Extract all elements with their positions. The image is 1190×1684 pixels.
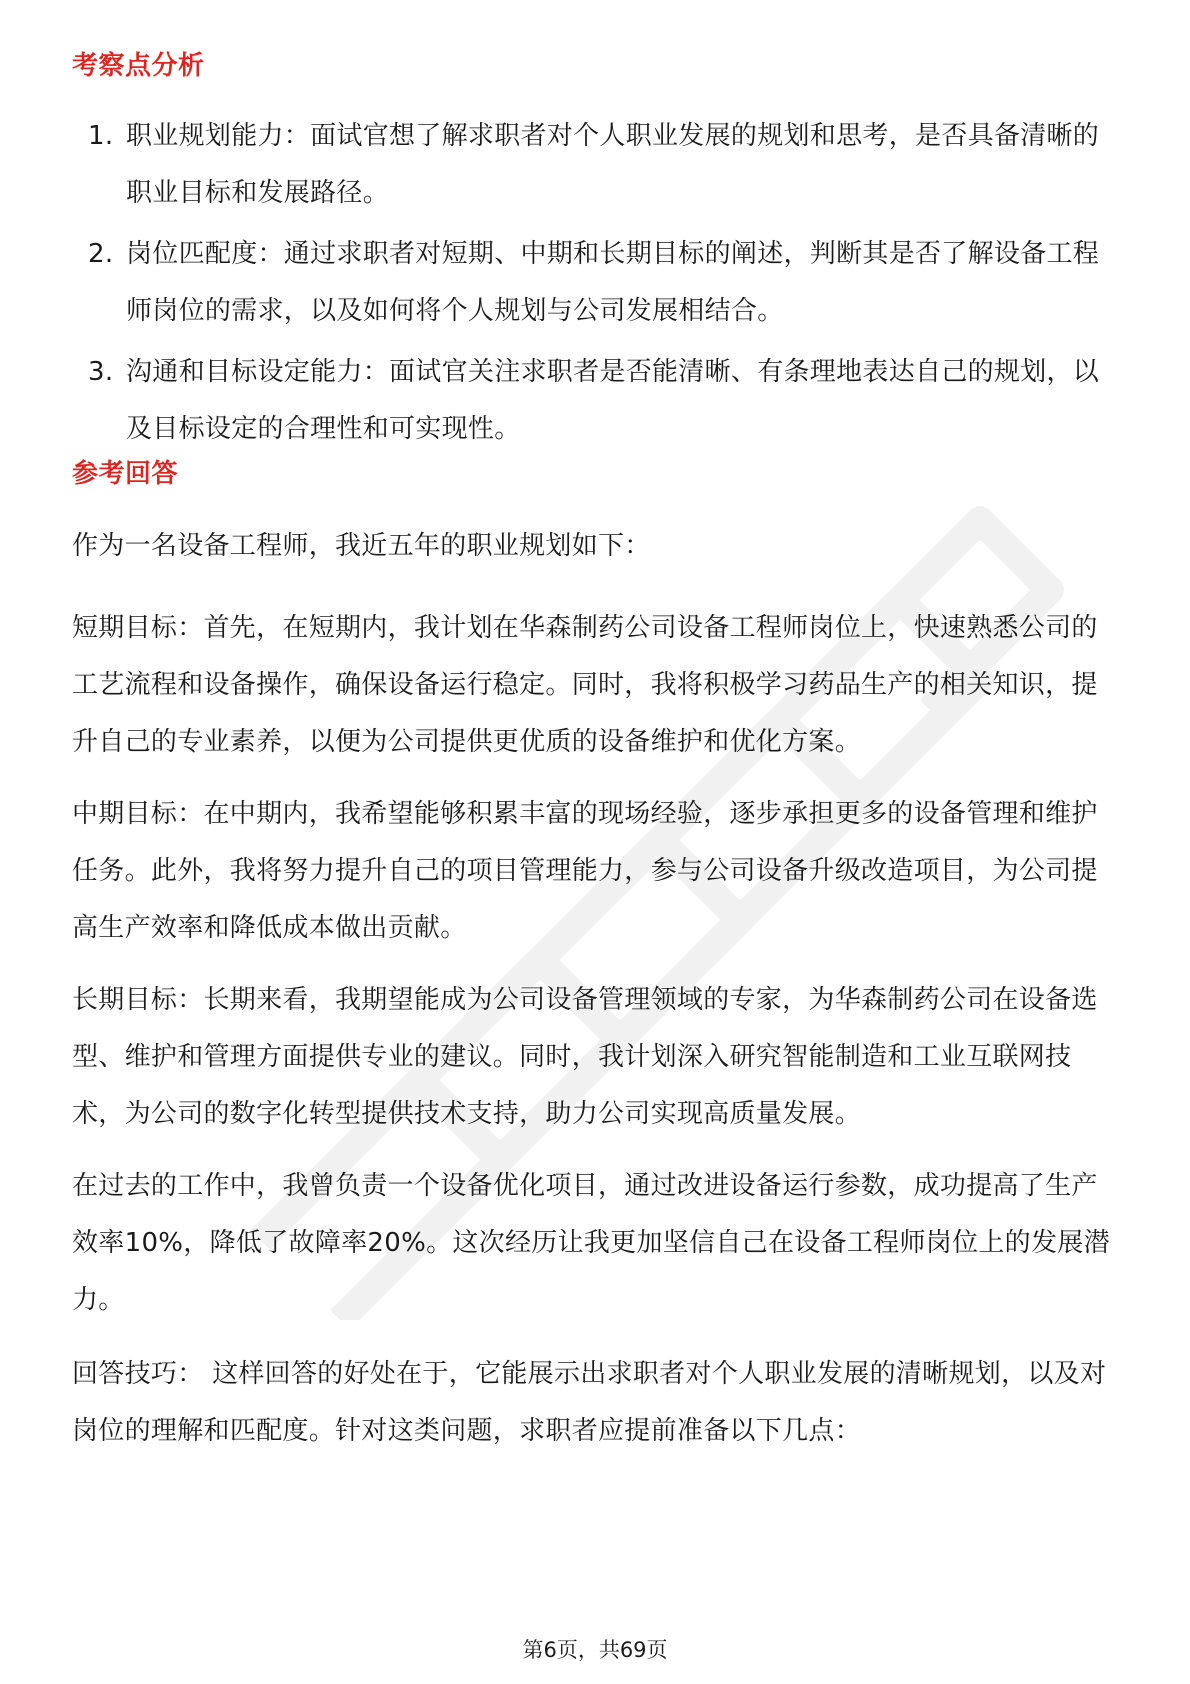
short-term-goal: 短期目标：首先，在短期内，我计划在华森制药公司设备工程师岗位上，快速熟悉公司的工艺流程和设备操作，确保设备运行稳定。同时，我将积极学习药品生产的相关知识，提升自己的专业素养，以便为公司提供更优质的设备维护和优化方案。 <box>72 613 1098 757</box>
list-item <box>72 344 1118 458</box>
list-item-text: 沟通和目标设定能力：面试官关注求职者是否能清晰、有条理地表达自己的规划，以及目标设定的合理性和可实现性。 <box>126 357 1100 444</box>
mid-term-goal: 中期目标：在中期内，我希望能够积累丰富的现场经验，逐步承担更多的设备管理和维护任务。此外，我将努力提升自己的项目管理能力，参与公司设备升级改造项目，为公司提高生产效率和降低成本做出贡献。 <box>72 799 1098 943</box>
answer-heading: 参考回答 <box>72 459 179 489</box>
experience-paragraph: 在过去的工作中，我曾负责一个设备优化项目，通过改进设备运行参数，成功提高了生产效率10%，降低了故障率20%。这次经历让我更加坚信自己在设备工程师岗位上的发展潜力。 <box>72 1171 1110 1315</box>
answer-intro: 作为一名设备工程师，我近五年的职业规划如下： <box>72 531 651 561</box>
list-item-text: 职业规划能力：面试官想了解求职者对个人职业发展的规划和思考，是否具备清晰的职业目标和发展路径。 <box>126 121 1100 208</box>
page-number: 第6页，共69页 <box>522 1638 668 1662</box>
analysis-list <box>72 108 1118 462</box>
long-term-goal: 长期目标：长期来看，我期望能成为公司设备管理领域的专家，为华森制药公司在设备选型、维护和管理方面提供专业的建议。同时，我计划深入研究智能制造和工业互联网技术，为公司的数字化转型提供技术支持，助力公司实现高质量发展。 <box>72 985 1098 1129</box>
list-item <box>72 226 1118 340</box>
list-item-number: 3. <box>88 357 114 387</box>
list-item-number: 2. <box>88 239 114 269</box>
answer-tips: 回答技巧： 这样回答的好处在于，它能展示出求职者对个人职业发展的清晰规划，以及对岗位的理解和匹配度。针对这类问题，求职者应提前准备以下几点： <box>72 1359 1107 1446</box>
list-item <box>72 108 1118 222</box>
list-item-text: 岗位匹配度：通过求职者对短期、中期和长期目标的阐述，判断其是否了解设备工程师岗位的需求，以及如何将个人规划与公司发展相结合。 <box>126 239 1100 326</box>
analysis-heading: 考察点分析 <box>72 51 205 81</box>
list-item-number: 1. <box>88 121 114 151</box>
